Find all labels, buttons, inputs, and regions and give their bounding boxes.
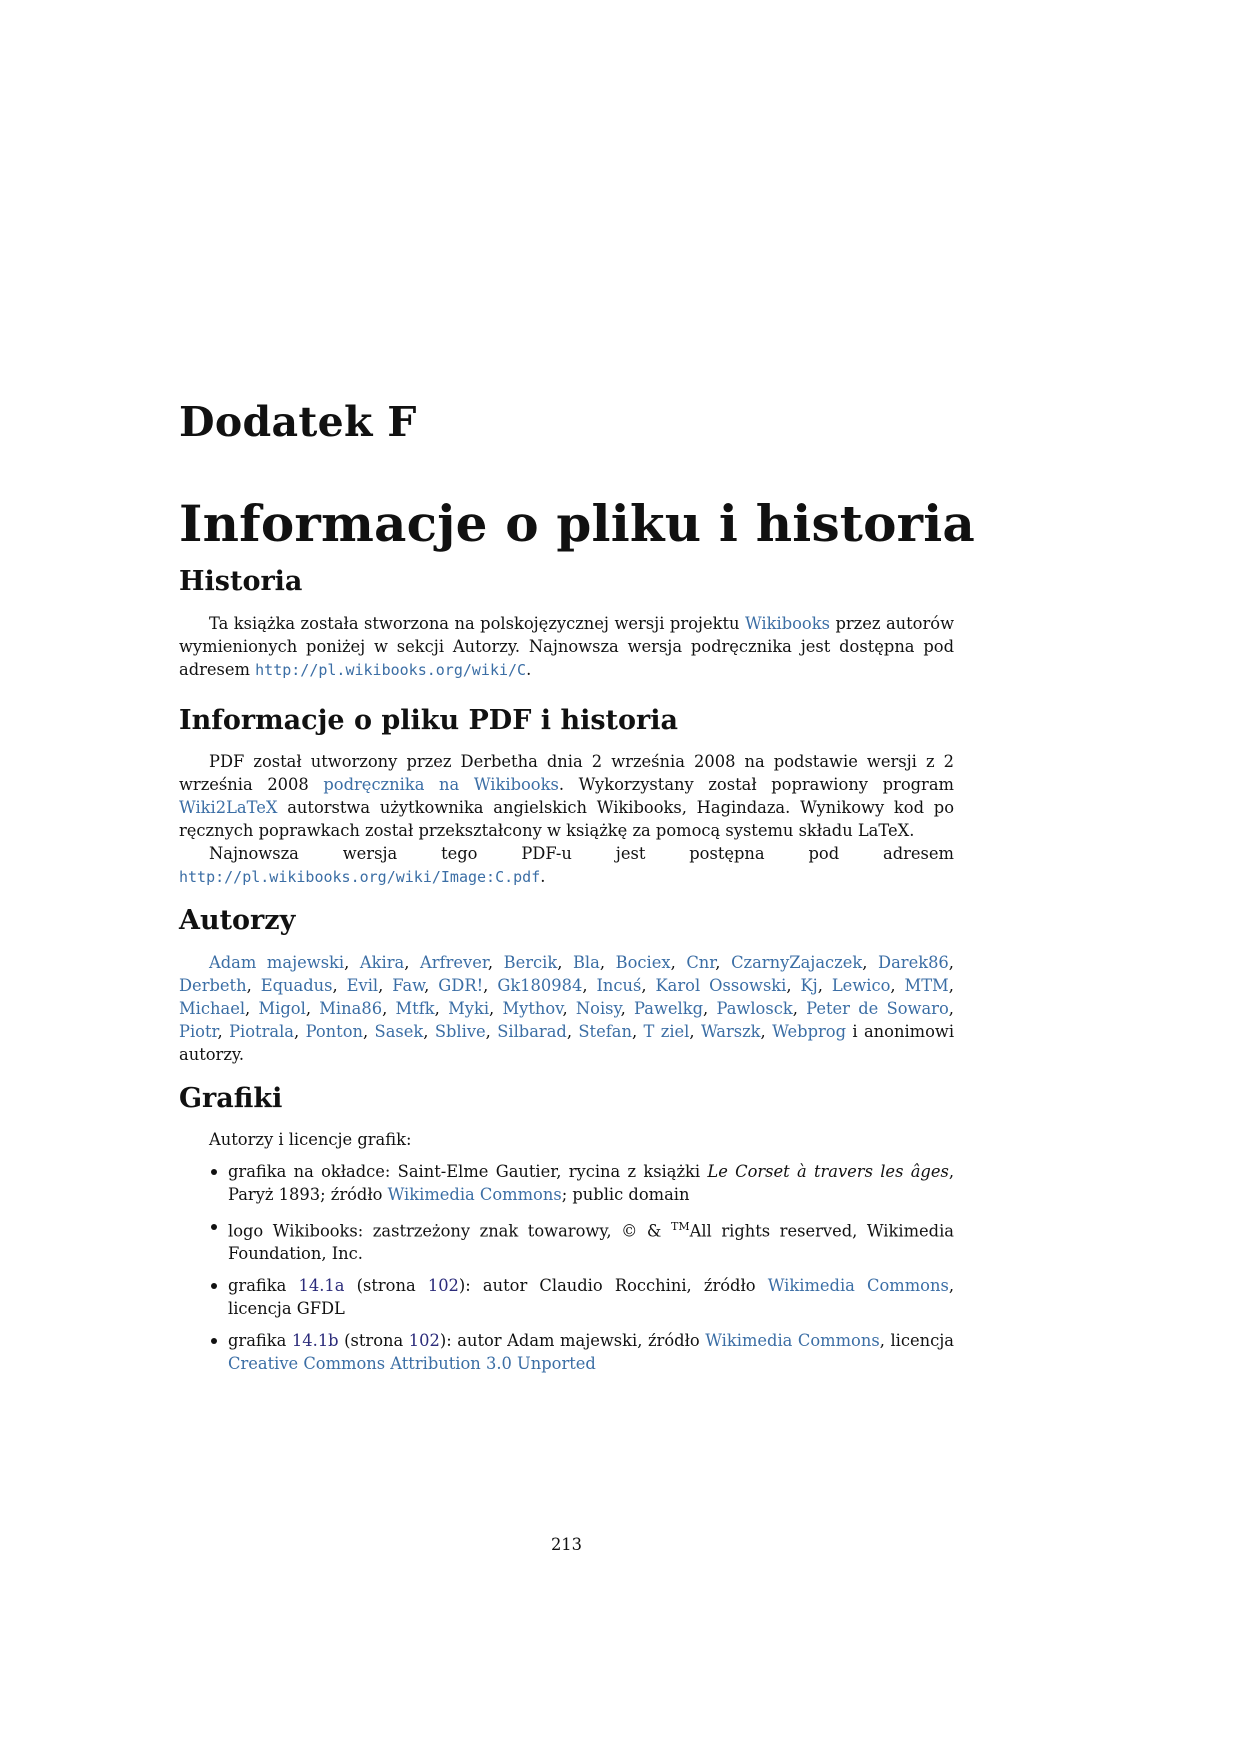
separator: , bbox=[689, 1022, 701, 1041]
separator: , bbox=[404, 953, 421, 972]
podrecznik-link[interactable]: podręcznika na Wikibooks bbox=[323, 775, 559, 794]
section-heading-historia: Historia bbox=[179, 566, 303, 597]
separator: , bbox=[703, 999, 717, 1018]
author-link[interactable]: CzarnyZajaczek bbox=[731, 953, 863, 972]
separator: , bbox=[305, 999, 320, 1018]
grafiki-list bbox=[209, 1160, 954, 1384]
author-link[interactable]: Sasek bbox=[374, 1022, 424, 1041]
separator: , bbox=[294, 1022, 306, 1041]
wikimedia-commons-link[interactable]: Wikimedia Commons bbox=[387, 1185, 562, 1204]
author-link[interactable]: Mythov bbox=[502, 999, 563, 1018]
list-item-cover: grafika na okładce: Saint-Elme Gautier, rycina z książki Le Corset à travers les âges, Paryż 1893; źródło Wikimedia Commons; public domain bbox=[209, 1160, 954, 1206]
author-link[interactable]: Piotrala bbox=[229, 1022, 294, 1041]
pdf-paragraph-2: Najnowsza wersja tego PDF-u jest postępna pod adresem http://pl.wikibooks.org/wiki/Image:C.pdf. bbox=[179, 844, 954, 886]
author-link[interactable]: Bociex bbox=[615, 953, 671, 972]
separator: , bbox=[487, 953, 504, 972]
separator: , bbox=[562, 999, 576, 1018]
author-link[interactable]: Warszk bbox=[700, 1022, 761, 1041]
wikimedia-commons-link[interactable]: Wikimedia Commons bbox=[705, 1331, 880, 1351]
separator: , bbox=[434, 999, 449, 1018]
wikibooks-url-link[interactable]: http://pl.wikibooks.org/wiki/C bbox=[255, 661, 527, 679]
section-heading-pdf: Informacje o pliku PDF i historia bbox=[179, 705, 678, 736]
page-number: 213 bbox=[550, 1535, 583, 1554]
separator: , bbox=[786, 976, 801, 995]
separator: , bbox=[423, 1022, 435, 1041]
separator: , bbox=[245, 999, 259, 1018]
author-link[interactable]: Ponton bbox=[305, 1022, 363, 1041]
trademark-icon: TM bbox=[670, 1220, 690, 1233]
separator: , bbox=[948, 976, 954, 995]
separator: , bbox=[483, 976, 498, 995]
separator: , bbox=[670, 953, 687, 972]
separator: , bbox=[862, 953, 879, 972]
figure-ref-link[interactable]: 14.1b bbox=[291, 1331, 339, 1351]
author-link[interactable]: Derbeth bbox=[179, 976, 247, 995]
separator: , bbox=[362, 1022, 375, 1041]
separator: , bbox=[566, 1022, 579, 1041]
section-heading-autorzy: Autorzy bbox=[179, 905, 296, 936]
author-link[interactable]: Bla bbox=[572, 953, 600, 972]
wikimedia-commons-link[interactable]: Wikimedia Commons bbox=[767, 1276, 949, 1296]
author-link[interactable]: Peter de Sowaro bbox=[806, 999, 949, 1018]
separator: , bbox=[246, 976, 261, 995]
separator: , bbox=[489, 999, 503, 1018]
separator: , bbox=[332, 976, 347, 995]
author-link[interactable]: Michael bbox=[179, 999, 246, 1018]
author-link[interactable]: Stefan bbox=[578, 1022, 632, 1041]
cc-license-link[interactable]: Creative Commons Attribution 3.0 Unported bbox=[228, 1354, 596, 1374]
author-link[interactable]: Sblive bbox=[434, 1022, 486, 1041]
author-link[interactable]: T ziel bbox=[643, 1022, 690, 1041]
pdf-paragraph-1: PDF został utworzony przez Derbetha dnia 2 września 2008 na podstawie wersji z 2 września 2008 podręcznika na Wikibooks. Wykorzystany został poprawiony program Wiki2LaTeX autorstwa użytkownika angielskich Wikibooks, Hagindaza. Wynikowy kod po ręcznych poprawkach został przekształcony w książkę za pomocą systemu składu LaTeX. bbox=[179, 752, 954, 840]
author-link[interactable]: Bercik bbox=[503, 953, 558, 972]
author-link[interactable]: Faw bbox=[392, 976, 425, 995]
separator: , bbox=[485, 1022, 498, 1041]
author-link[interactable]: GDR! bbox=[438, 976, 484, 995]
separator: , bbox=[424, 976, 439, 995]
chapter-title: Informacje o pliku i historia bbox=[179, 494, 975, 553]
grafiki-intro: Autorzy i licencje grafik: bbox=[209, 1130, 412, 1149]
separator: , bbox=[557, 953, 573, 972]
separator: , bbox=[382, 999, 396, 1018]
historia-paragraph: Ta książka została stworzona na polskojęzycznej wersji projektu Wikibooks przez autorów wymienionych poniżej w sekcji Autorzy. Najnowsza wersja podręcznika jest dostępna pod adresem http://pl.wikibooks.org/wiki/C. bbox=[179, 614, 954, 679]
separator: , bbox=[344, 953, 360, 972]
separator: , bbox=[217, 1022, 230, 1041]
author-link[interactable]: Lewico bbox=[831, 976, 891, 995]
author-link[interactable]: Noisy bbox=[575, 999, 621, 1018]
separator: , bbox=[760, 1022, 773, 1041]
author-link[interactable]: Pawelkg bbox=[634, 999, 704, 1018]
author-link[interactable]: Adam majewski bbox=[209, 953, 345, 972]
list-item-figure-14-1b: grafika 14.1b (strona 102): autor Adam majewski, źródło Wikimedia Commons, licencja Creative Commons Attribution 3.0 Unported bbox=[209, 1329, 954, 1375]
separator: , bbox=[631, 1022, 644, 1041]
author-link[interactable]: Karol Ossowski bbox=[655, 976, 787, 995]
author-link[interactable]: Evil bbox=[346, 976, 379, 995]
section-heading-grafiki: Grafiki bbox=[179, 1083, 283, 1114]
author-link[interactable]: Arfrever bbox=[420, 953, 488, 972]
separator: , bbox=[641, 976, 656, 995]
latex-logo: LaTeX bbox=[857, 821, 910, 840]
author-link[interactable]: Mtfk bbox=[395, 999, 435, 1018]
copyright-icon: © bbox=[621, 1221, 638, 1241]
author-link[interactable]: Kj bbox=[800, 976, 818, 995]
author-link[interactable]: Cnr bbox=[686, 953, 716, 972]
separator: , bbox=[715, 953, 732, 972]
author-link[interactable]: Silbarad bbox=[497, 1022, 567, 1041]
list-item-logo: logo Wikibooks: zastrzeżony znak towarowy, © & ™All rights reserved, Wikimedia Foundation, Inc. bbox=[209, 1215, 954, 1265]
wiki2latex-link[interactable]: Wiki2LaTeX bbox=[179, 798, 278, 817]
page-ref-link[interactable]: 102 bbox=[427, 1276, 459, 1296]
separator: , bbox=[948, 999, 954, 1018]
author-link[interactable]: Incuś bbox=[596, 976, 642, 995]
author-link[interactable]: MTM bbox=[904, 976, 949, 995]
separator: , bbox=[599, 953, 616, 972]
wikibooks-link[interactable]: Wikibooks bbox=[744, 614, 830, 633]
author-link[interactable]: Akira bbox=[359, 953, 405, 972]
author-link[interactable]: Migol bbox=[258, 999, 306, 1018]
author-link[interactable]: Gk180984 bbox=[497, 976, 583, 995]
author-link[interactable]: Darek86 bbox=[878, 953, 949, 972]
figure-ref-link[interactable]: 14.1a bbox=[298, 1276, 345, 1296]
author-link[interactable]: Webprog bbox=[772, 1022, 847, 1041]
separator: , bbox=[948, 953, 954, 972]
author-link[interactable]: Pawlosck bbox=[716, 999, 793, 1018]
separator: , bbox=[620, 999, 635, 1018]
separator: , bbox=[792, 999, 807, 1018]
separator: , bbox=[817, 976, 832, 995]
authors-list: Adam majewski, Akira, Arfrever, Bercik, Bla, Bociex, Cnr, CzarnyZajaczek, Darek86, Derbeth, Equadus, Evil, Faw, GDR!, Gk180984, Incuś, Karol Ossowski, Kj, Lewico, MTM, Michael, Migol, Mina86, Mtfk, Myki, Mythov, Noisy, Pawelkg, Pawlosck, Peter de Sowaro, Piotr, Piotrala, Ponton, Sasek, Sblive, Silbarad, Stefan, T ziel, Warszk, Webprog i anonimowi autorzy. bbox=[179, 953, 955, 1064]
separator: , bbox=[378, 976, 393, 995]
author-link[interactable]: Equadus bbox=[260, 976, 333, 995]
chapter-label: Dodatek F bbox=[179, 398, 417, 446]
separator: , bbox=[582, 976, 597, 995]
author-link[interactable]: Myki bbox=[448, 999, 490, 1018]
authors-links bbox=[179, 953, 954, 1041]
list-item-figure-14-1a: grafika 14.1a (strona 102): autor Claudio Rocchini, źródło Wikimedia Commons, licencja GFDL bbox=[209, 1274, 954, 1320]
author-link[interactable]: Piotr bbox=[179, 1022, 218, 1041]
author-link[interactable]: Mina86 bbox=[319, 999, 383, 1018]
page-ref-link[interactable]: 102 bbox=[408, 1331, 440, 1351]
pdf-url-link[interactable]: http://pl.wikibooks.org/wiki/Image:C.pdf bbox=[179, 868, 541, 886]
separator: , bbox=[890, 976, 905, 995]
